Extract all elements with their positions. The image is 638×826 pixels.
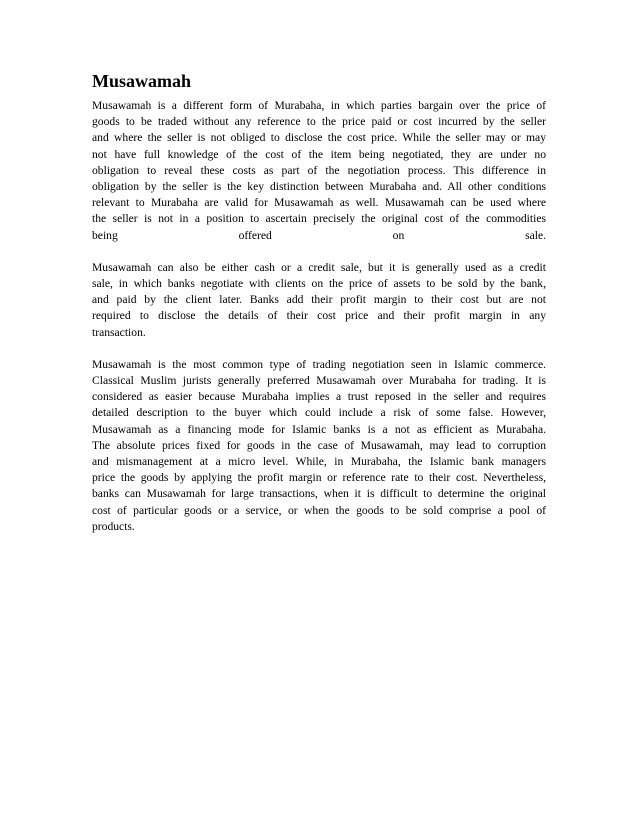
paragraph-line: the seller is not in a position to ascertain precisely the original cost of the commodities bbox=[92, 212, 546, 226]
paragraph-line: Musawamah can also be either cash or a credit sale, but it is generally used as a credit bbox=[92, 260, 546, 274]
paragraph-3 bbox=[92, 357, 546, 535]
paragraph-2 bbox=[92, 260, 546, 341]
paragraph-line: obligation by the seller is the key distinction between Murabaha and. All other conditions bbox=[92, 180, 546, 194]
paragraph-line: banks can Musawamah for large transactions, when it is difficult to determine the original bbox=[92, 487, 546, 501]
paragraph-line: required to disclose the details of their cost price and their profit margin in any bbox=[92, 309, 546, 323]
paragraph-line: obligation to reveal these costs as part of the negotiation process. This difference in bbox=[92, 163, 546, 177]
paragraph-line: Musawamah is the most common type of trading negotiation seen in Islamic commerce. bbox=[92, 357, 546, 371]
paragraph-line: Musawamah is a different form of Murabaha, in which parties bargain over the price of bbox=[92, 99, 546, 112]
document-page bbox=[92, 70, 546, 551]
paragraph-line: The absolute prices fixed for goods in the case of Musawamah, may lead to corruption bbox=[92, 438, 546, 452]
paragraph-line: and mismanagement at a micro level. While, in Murabaha, the Islamic bank managers bbox=[92, 455, 546, 469]
paragraph-line: not have full knowledge of the cost of the item being negotiated, they are under no bbox=[92, 147, 546, 161]
paragraph-line: transaction. bbox=[92, 325, 146, 339]
paragraph-line: detailed description to the buyer which could include a risk of some false. However, bbox=[92, 406, 546, 420]
paragraph-line: considered as easier because Murabaha implies a trust reposed in the seller and requires bbox=[92, 390, 546, 404]
document-title: Musawamah bbox=[92, 71, 192, 91]
paragraph-line: products. bbox=[92, 519, 135, 533]
paragraph-line: and paid by the client later. Banks add their profit margin to their cost but are not bbox=[92, 293, 546, 307]
paragraph-line: sale, in which banks negotiate with clients on the price of assets to be sold by the bank, bbox=[92, 277, 546, 291]
paragraph-1 bbox=[92, 98, 546, 244]
paragraph-line: Classical Muslim jurists generally preferred Musawamah over Murabaha for trading. It is bbox=[92, 374, 546, 388]
paragraph-line: relevant to Murabaha are valid for Musawamah as well. Musawamah can be used where bbox=[92, 196, 546, 210]
paragraph-line: goods to be traded without any reference to the price paid or cost incurred by the seller bbox=[92, 115, 546, 129]
paragraph-line: price the goods by applying the profit margin or reference rate to their cost. Nevertheless, bbox=[92, 471, 546, 485]
paragraph-line: cost of particular goods or a service, or when the goods to be sold comprise a pool of bbox=[92, 503, 546, 517]
paragraph-line: and where the seller is not obliged to disclose the cost price. While the seller may or may bbox=[92, 131, 546, 145]
paragraph-line: Musawamah as a financing mode for Islamic banks is a not as efficient as Murabaha. bbox=[92, 422, 546, 436]
paragraph-line: being offered on sale. bbox=[92, 228, 546, 242]
